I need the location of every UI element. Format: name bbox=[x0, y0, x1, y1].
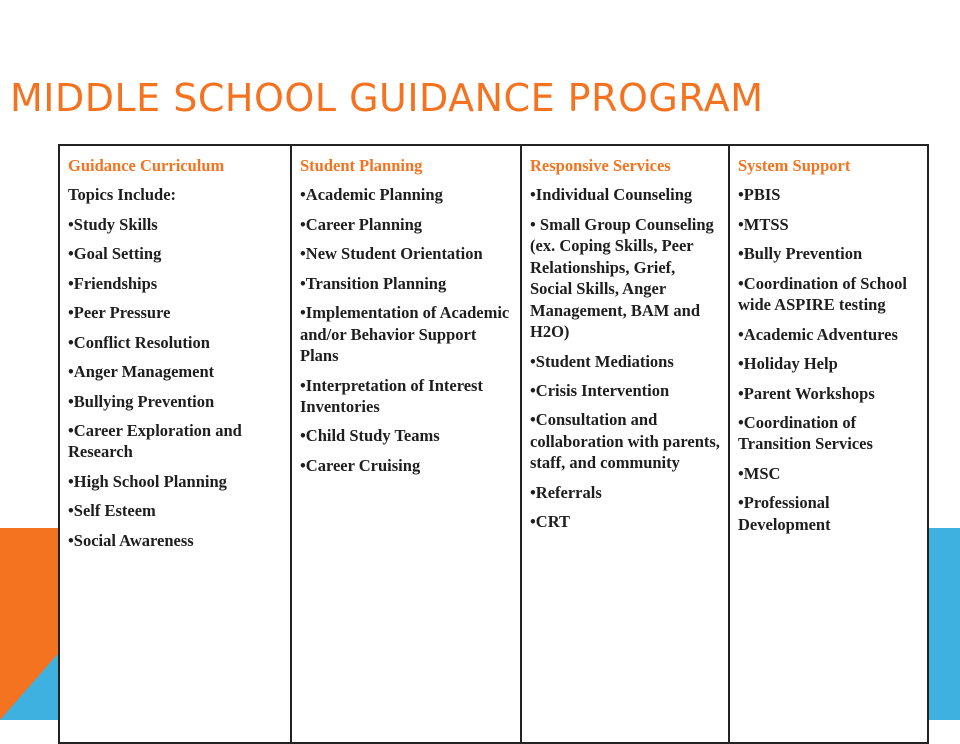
list-item: •Coordination of Transition Services bbox=[738, 412, 873, 454]
list-item: •Academic Planning bbox=[300, 185, 443, 205]
list-item: •MSC bbox=[738, 463, 781, 483]
topic-list bbox=[68, 214, 282, 551]
slide-title: MIDDLE SCHOOL GUIDANCE PROGRAM bbox=[10, 76, 764, 120]
list-item: •Bullying Prevention bbox=[68, 391, 215, 411]
column-header: Responsive Services bbox=[530, 156, 671, 175]
topic-list bbox=[738, 184, 919, 535]
list-item: •Bully Prevention bbox=[738, 244, 863, 264]
list-item: •High School Planning bbox=[68, 471, 227, 491]
list-item: •Study Skills bbox=[68, 214, 158, 234]
list-item: •Child Study Teams bbox=[300, 426, 440, 446]
column-header: Guidance Curriculum bbox=[68, 156, 225, 175]
column-student-planning bbox=[292, 146, 522, 742]
list-item: •Career Planning bbox=[300, 214, 423, 234]
list-item: •Career Exploration and Research bbox=[68, 420, 242, 462]
list-item: • Small Group Counseling (ex. Coping Skills, Peer Relationships, Grief, Social Skills, Anger Management, BAM and H2O) bbox=[530, 214, 714, 342]
list-item: •Conflict Resolution bbox=[68, 332, 210, 352]
column-guidance-curriculum bbox=[60, 146, 292, 742]
list-item: •Professional Development bbox=[738, 493, 831, 534]
list-item: •Crisis Intervention bbox=[530, 380, 670, 400]
list-item: •Consultation and collaboration with parents, staff, and community bbox=[530, 410, 720, 473]
list-item: •Student Mediations bbox=[530, 351, 674, 371]
column-responsive-services bbox=[522, 146, 730, 742]
list-item: •Self Esteem bbox=[68, 501, 156, 521]
list-item: •Peer Pressure bbox=[68, 303, 171, 323]
list-item: •Coordination of School wide ASPIRE testing bbox=[738, 273, 907, 315]
list-item: •Anger Management bbox=[68, 362, 215, 382]
list-item: •Individual Counseling bbox=[530, 185, 693, 205]
column-header: Student Planning bbox=[300, 156, 423, 175]
list-item: •Parent Workshops bbox=[738, 383, 875, 403]
list-item: •Implementation of Academic and/or Behavior Support Plans bbox=[300, 303, 510, 366]
list-item: •Holiday Help bbox=[738, 354, 838, 374]
column-header: System Support bbox=[738, 156, 851, 175]
column-intro: Topics Include: bbox=[68, 185, 177, 205]
list-item: •Interpretation of Interest Inventories bbox=[300, 375, 483, 416]
column-system-support bbox=[730, 146, 927, 742]
list-item: •CRT bbox=[530, 512, 571, 532]
list-item: •MTSS bbox=[738, 214, 789, 234]
topic-list bbox=[530, 184, 720, 532]
list-item: •Transition Planning bbox=[300, 273, 447, 293]
list-item: •Referrals bbox=[530, 482, 602, 502]
list-item: •Career Cruising bbox=[300, 455, 421, 475]
list-item: •New Student Orientation bbox=[300, 244, 483, 264]
topic-list bbox=[300, 184, 512, 476]
list-item: •Goal Setting bbox=[68, 244, 162, 264]
list-item: •PBIS bbox=[738, 185, 781, 205]
program-table bbox=[58, 144, 929, 744]
list-item: •Academic Adventures bbox=[738, 324, 898, 344]
list-item: •Social Awareness bbox=[68, 530, 194, 550]
list-item: •Friendships bbox=[68, 273, 158, 293]
